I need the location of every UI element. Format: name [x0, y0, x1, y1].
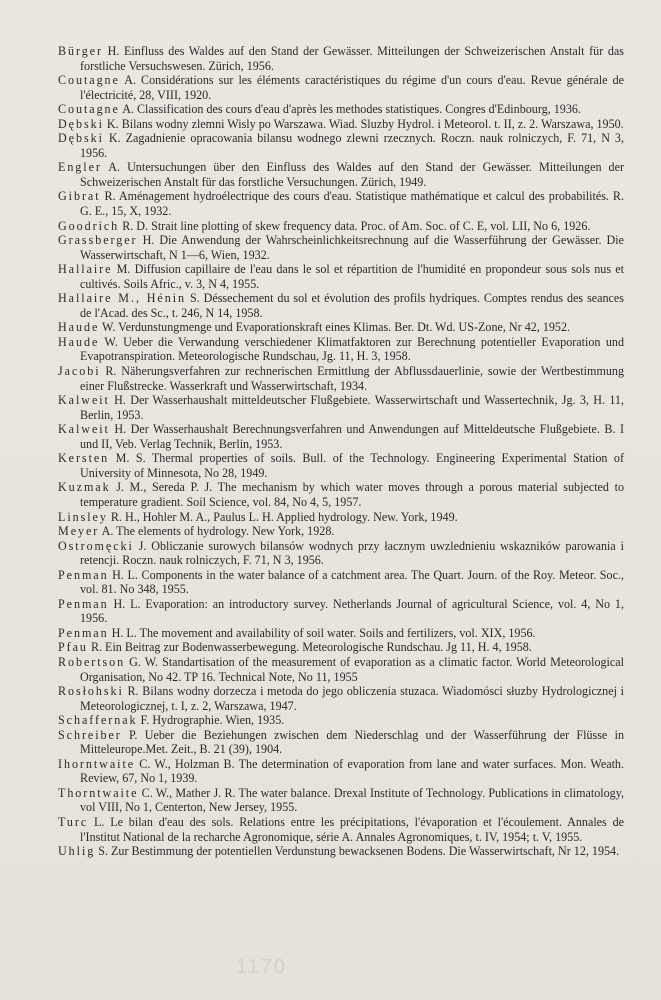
- reference-author: Ihorntwaite: [58, 756, 136, 771]
- reference-text: H. L. Evaporation: an introductory survey. Netherlands Journal of agricultural Science, vol. 4, No 1, 1956.: [80, 596, 624, 626]
- reference-author: Jacobi: [58, 364, 101, 379]
- reference-text: L. Le bilan d'eau des sols. Relations entre les précipitations, l'évaporation et l'écoulement. Annales de l'Institut National de la recharche Agronomique, série A. Annales Agronomiques, t. IV, 1954; t. V, 1955.: [80, 814, 624, 844]
- reference-author: Dębski: [58, 116, 104, 131]
- reference-entry: [58, 568, 624, 597]
- reference-entry: [58, 684, 624, 713]
- reference-text: G. W. Standartisation of the measurement of evaporation as a climatic factor. World Meteorological Organisation, No 42. TP 16. Technical Note, No 11, 1955: [80, 654, 624, 684]
- reference-text: H. Der Wasserhaushalt mitteldeutscher Flußgebiete. Wasserwirtschaft und Wassertechnik, Jg. 3, H. 11, Berlin, 1953.: [80, 393, 624, 422]
- reference-author: Gibrat: [58, 189, 101, 204]
- reference-author: Hallaire: [58, 262, 113, 277]
- reference-text: J. M., Sereda P. J. The mechanism by which water moves through a porous material subjected to temperature gradient. Soil Science, vol. 84, No 4, 5, 1957.: [80, 480, 624, 509]
- reference-author: Pfau: [58, 640, 88, 655]
- reference-entry: [58, 524, 624, 539]
- reference-entry: [58, 393, 624, 422]
- reference-entry: [58, 422, 624, 451]
- reference-text: A. The elements of hydrology. New York, 1928.: [99, 524, 335, 539]
- reference-author: Dębski: [58, 131, 104, 146]
- reference-author: Engler: [58, 160, 102, 175]
- reference-text: H. Der Wasserhaushalt Berechnungsverfahren und Anwendungen auf Mitteldeutsche Flußgebiete. B. I und II, Veb. Verlag Technik, Berlin, 1953.: [80, 422, 624, 451]
- reference-text: S. Déssechement du sol et évolution des profils hydriques. Comptes rendus des seances de l'Acad. des Sc., t. 246, N 14, 1958.: [80, 291, 624, 320]
- reference-entry: [58, 160, 624, 189]
- reference-author: Thorntwaite: [58, 785, 139, 800]
- reference-author: Hallaire M., Hénin: [58, 291, 187, 306]
- reference-text: P. Ueber die Beziehungen zwischen dem Niederschlag und der Wasserführung der Flüsse in Mitteleurope.Met. Zeit., B. 21 (39), 1904.: [80, 727, 624, 757]
- reference-entry: [58, 451, 624, 480]
- reference-entry: [58, 655, 624, 684]
- reference-entry: [58, 815, 624, 844]
- reference-text: A. Considérations sur les éléments caractéristiques du régime d'un cours d'eau. Revue générale de l'électricité, 28, VIII, 1920.: [80, 73, 624, 102]
- reference-entry: [58, 131, 624, 160]
- reference-text: R. Ein Beitrag zur Bodenwasserbewegung. Meteorologische Rundschau. Jg 11, H. 4, 1958.: [87, 640, 532, 655]
- reference-text: A. Untersuchungen über den Einfluss des Waldes auf den Stand der Gewässer. Mitteilungen der Schweizerischen Anstalt für das forstliche Versuchungen. Zürich, 1949.: [80, 160, 624, 189]
- reference-author: Kalweit: [58, 422, 110, 437]
- reference-author: Ostromęcki: [58, 538, 134, 553]
- reference-author: Turc: [58, 814, 89, 829]
- reference-entry: [58, 73, 624, 102]
- reference-entry: [58, 262, 624, 291]
- reference-author: Rosłohski: [58, 684, 124, 699]
- reference-entry: [58, 320, 624, 335]
- reference-text: M. S. Thermal properties of soils. Bull. of the Technology. Engineering Experimental Station of University of Minnesota, No 28, 1949.: [80, 451, 624, 480]
- reference-entry: [58, 335, 624, 364]
- reference-text: M. Diffusion capillaire de l'eau dans le sol et répartition de l'humidité en propondeur sous sols nus et cultivés. Soils Afric., v. 3, N 4, 1955.: [80, 262, 624, 291]
- reference-author: Schaffernak: [58, 713, 138, 728]
- reference-entry: [58, 786, 624, 815]
- reference-author: Coutagne: [58, 102, 120, 117]
- reference-entry: [58, 102, 624, 117]
- reference-text: C. W., Holzman B. The determination of evaporation from lane and water surfaces. Mon. Weath. Review, 67, No 1, 1939.: [80, 756, 624, 786]
- reference-text: A. Classification des cours d'eau d'après les methodes statistiques. Congres d'Edinbourg, 1936.: [119, 102, 581, 117]
- reference-text: H. Die Anwendung der Wahrscheinlichkeitsrechnung auf die Wasserführung der Gewässer. Die Wasserwirtschaft, N 1—6, Wien, 1932.: [80, 233, 624, 262]
- reference-entry: [58, 626, 624, 641]
- reference-author: Grassberger: [58, 233, 138, 248]
- reference-list: [58, 44, 624, 859]
- reference-entry: [58, 44, 624, 73]
- reference-author: Haude: [58, 334, 100, 349]
- reference-entry: [58, 713, 624, 728]
- reference-entry: [58, 510, 624, 525]
- reference-text: S. Zur Bestimmung der potentiellen Verdunstung bewacksenen Bodens. Die Wasserwirtschaft, Nr 12, 1954.: [95, 844, 620, 859]
- reference-author: Penman: [58, 596, 109, 611]
- reference-entry: [58, 728, 624, 757]
- faded-stamp: 1170: [236, 956, 288, 978]
- reference-entry: [58, 117, 624, 132]
- reference-entry: [58, 219, 624, 234]
- reference-entry: [58, 189, 624, 218]
- reference-text: R. D. Strait line plotting of skew frequency data. Proc. of Am. Soc. of C. E, vol. LII, No 6, 1926.: [119, 218, 591, 233]
- reference-text: H. L. Components in the water balance of a catchment area. The Quart. Journ. of the Roy. Meteor. Soc., vol. 81. No 348, 1955.: [80, 567, 624, 597]
- reference-author: Penman: [58, 567, 109, 582]
- reference-text: R. Näherungsverfahren zur rechnerischen Ermittlung der Abflussdauerlinie, sowie der Wertbestimmung einer Flußstrecke. Wasserkraft und Wasserwirtschaft, 1934.: [80, 364, 624, 393]
- reference-text: K. Bilans wodny zlemni Wisly po Warszawa. Wiad. Sluzby Hydrol. i Meteorol. t. II, z. 2. Warszawa, 1950.: [103, 116, 624, 131]
- reference-text: W. Ueber die Verwandung verschiedener Klimatfaktoren zur Berechnung potentieller Evaporation und Evapotranspiration. Meteorologische Rundschau, Jg. 11, H. 3, 1958.: [80, 334, 624, 364]
- reference-text: R. H., Hohler M. A., Paulus L. H. Applied hydrology. New. York, 1949.: [107, 509, 458, 524]
- reference-entry: [58, 291, 624, 320]
- reference-text: H. L. The movement and availability of soil water. Soils and fertilizers, vol. XIX, 1956.: [108, 625, 536, 640]
- reference-author: Linsley: [58, 509, 108, 524]
- reference-entry: [58, 364, 624, 393]
- reference-author: Bürger: [58, 44, 103, 58]
- reference-author: Meyer: [58, 524, 100, 539]
- reference-author: Penman: [58, 625, 109, 640]
- reference-author: Kersten: [58, 451, 110, 466]
- reference-author: Haude: [58, 320, 100, 335]
- reference-entry: [58, 597, 624, 626]
- reference-text: H. Einfluss des Waldes auf den Stand der Gewässer. Mitteilungen der Schweizerischen Anstalt für das forstliche Versuchswesen. Zürich, 1956.: [80, 44, 624, 73]
- reference-entry: [58, 480, 624, 509]
- reference-author: Coutagne: [58, 73, 120, 88]
- reference-author: Uhlig: [58, 844, 96, 859]
- reference-entry: [58, 640, 624, 655]
- reference-entry: [58, 844, 624, 859]
- reference-author: Goodrich: [58, 218, 120, 233]
- reference-author: Kuzmak: [58, 480, 111, 495]
- reference-author: Kalweit: [58, 393, 110, 408]
- reference-text: C. W., Mather J. R. The water balance. Drexal Institute of Technology. Publications in climatology, vol VIII, No 1, Centerton, New Jersey, 1955.: [80, 785, 624, 815]
- reference-author: Robertson: [58, 654, 126, 669]
- reference-text: F. Hydrographie. Wien, 1935.: [137, 713, 285, 728]
- reference-text: R. Aménagement hydroélectrique des cours d'eau. Statistique mathématique et calcul des probabilités. R. G. E., 15, X, 1932.: [80, 189, 624, 219]
- reference-author: Schreiber: [58, 727, 122, 742]
- reference-text: K. Zagadnienie opracowania bilansu wodnego zlewni rzecznych. Roczn. nauk rolniczych, F. 71, N 3, 1956.: [80, 131, 624, 160]
- reference-text: W. Verdunstungmenge und Evaporationskraft eines Klimas. Ber. Dt. Wd. US-Zone, Nr 42, 1952.: [99, 320, 571, 335]
- reference-entry: [58, 233, 624, 262]
- reference-entry: [58, 539, 624, 568]
- reference-text: R. Bilans wodny dorzecza i metoda do jego obliczenia stuzaca. Wiadomósci słuzby Hydrologicznej i Meteorologicznej, t. I, z. 2, Warszawa, 1947.: [80, 684, 624, 713]
- reference-entry: [58, 757, 624, 786]
- reference-text: J. Obliczanie surowych bilansów wodnych przy łacznym uwzlednieniu wskazników parowania i retencji. Roczn. nauk rolniczych, F. 71, N 3, 1956.: [80, 538, 624, 568]
